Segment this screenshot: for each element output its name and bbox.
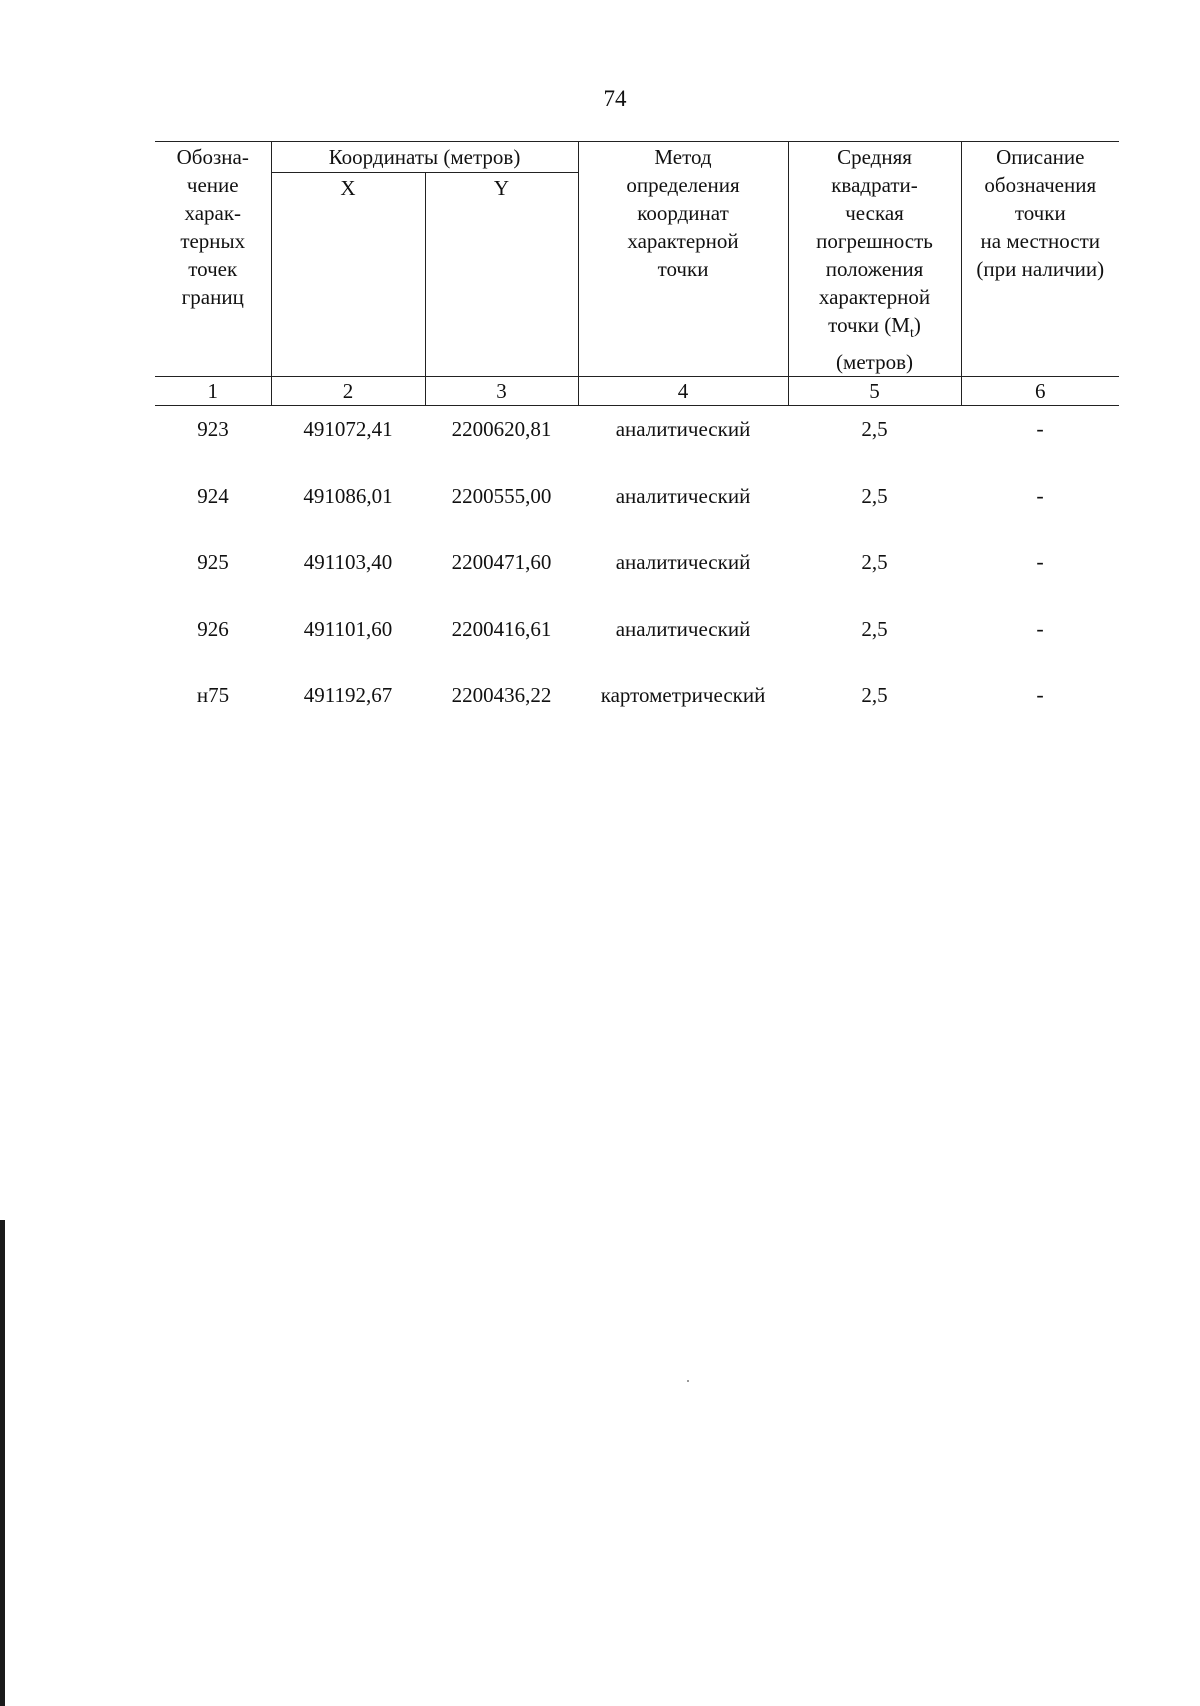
column-number: 5 [788,377,961,406]
column-number: 4 [578,377,788,406]
description: - [1036,615,1044,641]
header-y: Y [425,172,578,376]
coordinates-table [155,141,1119,739]
coord-y: 2200620,81 [451,417,552,442]
method: аналитический [615,550,751,575]
method: аналитический [615,616,751,641]
header-x: X [271,172,425,376]
page-number: 74 [603,86,627,111]
column-number: 3 [425,377,578,406]
header-description: Описание обозначения точки на местности (при наличии) [961,142,1119,377]
subscript-t: t [909,326,914,342]
point-id: н75 [196,683,230,708]
point-id: 925 [197,550,229,575]
coord-x: 491086,01 [303,483,393,508]
column-number: 1 [155,377,271,406]
column-number: 2 [271,377,425,406]
header-coordinates: Координаты (метров) [271,142,578,173]
error-value: 2,5 [861,417,888,442]
table-row [155,606,1119,673]
description: - [1036,549,1044,575]
method: аналитический [615,483,751,508]
scan-speck [687,1380,689,1382]
error-value: 2,5 [861,550,888,575]
coord-y: 2200416,61 [451,616,552,641]
error-value: 2,5 [861,683,888,708]
table-row [155,406,1119,473]
header-designation: Обозна- чение харак- терных точек границ [155,142,271,377]
header-error-text: Средняя квадрати- ческая погрешность положения характерной точки $(M_t)$ (метров) [816,145,933,375]
point-id: 926 [197,616,229,641]
scan-edge-shadow [0,1220,5,1706]
table-row [155,672,1119,739]
coord-y: 2200471,60 [451,550,552,575]
point-id: 923 [197,417,229,442]
method: аналитический [615,417,751,442]
point-id: 924 [197,483,229,508]
error-value: 2,5 [861,483,888,508]
description: - [1036,416,1044,442]
coord-y: 2200555,00 [451,483,552,508]
header-method: Метод определения координат характерной точки [578,142,788,377]
header-error [788,142,961,377]
coord-x: 491101,60 [303,616,393,641]
error-value: 2,5 [861,616,888,641]
column-number: 6 [961,377,1119,406]
method: картометрический [600,683,766,708]
table-row [155,473,1119,540]
table-row [155,539,1119,606]
description: - [1036,682,1044,708]
coord-x: 491192,67 [303,683,393,708]
coord-x: 491072,41 [303,417,393,442]
coord-x: 491103,40 [303,550,393,575]
description: - [1036,482,1044,508]
coord-y: 2200436,22 [451,683,552,708]
